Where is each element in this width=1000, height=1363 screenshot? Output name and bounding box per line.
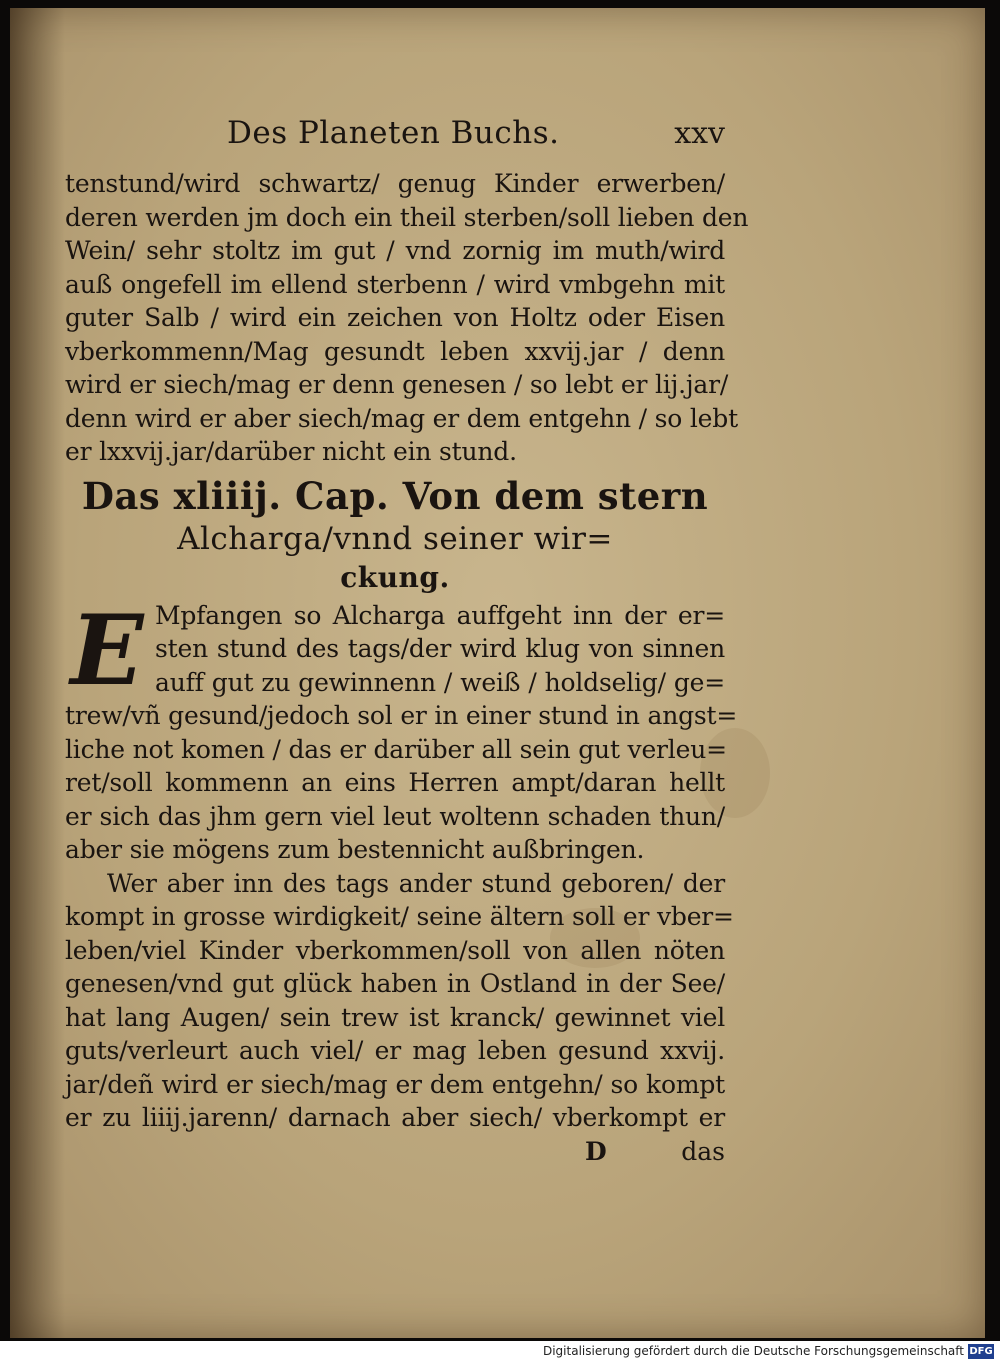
running-header	[65, 113, 725, 167]
chapter-heading-line: ckung.	[340, 560, 450, 594]
text-line: wird er siech/mag er denn genesen / so lebt er lij.jar/	[65, 370, 729, 399]
text-line: guter Salb / wird ein zeichen von Holtz oder Eisen	[65, 303, 725, 332]
page-foot	[65, 1135, 725, 1169]
running-title: Des Planeten Buchs.	[227, 115, 560, 151]
text-line: er sich das jhm gern viel leut woltenn schaden thun/	[65, 801, 725, 831]
text-line: hat lang Augen/ sein trew ist kranck/ gewinnet viel	[65, 1002, 725, 1032]
text-line: tenstund/wird schwartz/ genug Kinder erwerben/	[65, 169, 725, 198]
text-line: guts/verleurt auch viel/ er mag leben gesund xxvij.	[65, 1036, 725, 1065]
text-line: Wer aber inn des tags ander stund geboren/ der	[107, 868, 725, 898]
text-line: sten stund des tags/der wird klug von sinnen	[155, 634, 725, 663]
text-line: er lxxvij.jar/darüber nicht ein stund.	[65, 437, 517, 466]
text-block	[65, 113, 749, 1169]
text-line: kompt in grosse wirdigkeit/ seine ältern soll er vber=	[65, 902, 734, 931]
text-line: auß ongefell im ellend sterbenn / wird vmbgehn mit	[65, 269, 725, 299]
decorated-initial: E	[70, 593, 144, 707]
text-line: liche not komen / das er darüber all sein gut verleu=	[65, 734, 727, 764]
text-line: jar/deñ wird er siech/mag er dem entgehn/ so kompt	[65, 1069, 725, 1099]
paragraph-first	[65, 593, 738, 867]
text-line: auff gut zu gewinnenn / weiß / holdselig/ ge=	[155, 667, 725, 697]
funding-credit: Digitalisierung gefördert durch die Deutsche Forschungsgemeinschaft	[542, 1344, 964, 1358]
chapter-heading-line: Alcharga/vnnd seiner wir=	[177, 520, 613, 557]
page-spine-shadow	[10, 8, 65, 1338]
folio-number: xxv	[674, 116, 725, 151]
book-page	[10, 8, 985, 1338]
text-line: vberkommenn/Mag gesundt leben xxvij.jar / denn	[65, 336, 725, 366]
text-line: er zu liiij.jarenn/ darnach aber siech/ vberkompt er	[65, 1103, 725, 1132]
catchword: das	[681, 1136, 725, 1166]
text-line: leben/viel Kinder vberkommen/soll von allen nöten	[65, 935, 725, 965]
text-line: Mpfangen so Alcharga auffgeht inn der er=	[155, 600, 725, 630]
text-line: denn wird er aber siech/mag er dem entgehn / so lebt	[65, 403, 738, 433]
text-line: trew/vñ gesund/jedoch sol er in einer stund in angst=	[65, 701, 738, 730]
digitization-footer	[0, 1341, 1000, 1363]
chapter-heading-line: Das xliiij. Cap. Von dem stern	[81, 473, 709, 518]
dfg-logo: DFG	[969, 1346, 993, 1357]
chapter-heading	[65, 473, 725, 597]
paragraph-continuation	[65, 167, 749, 469]
text-line: ret/soll kommenn an eins Herren ampt/daran hellt	[65, 768, 725, 797]
text-line: aber sie mögens zum bestennicht außbringen.	[65, 835, 645, 864]
paragraph-second	[65, 867, 734, 1135]
text-line: deren werden jm doch ein theil sterben/soll lieben den	[65, 202, 749, 232]
text-line: Wein/ sehr stoltz im gut / vnd zornig im muth/wird	[65, 236, 725, 265]
signature-mark: D	[585, 1136, 607, 1166]
text-line: genesen/vnd gut glück haben in Ostland in der See/	[65, 969, 725, 998]
